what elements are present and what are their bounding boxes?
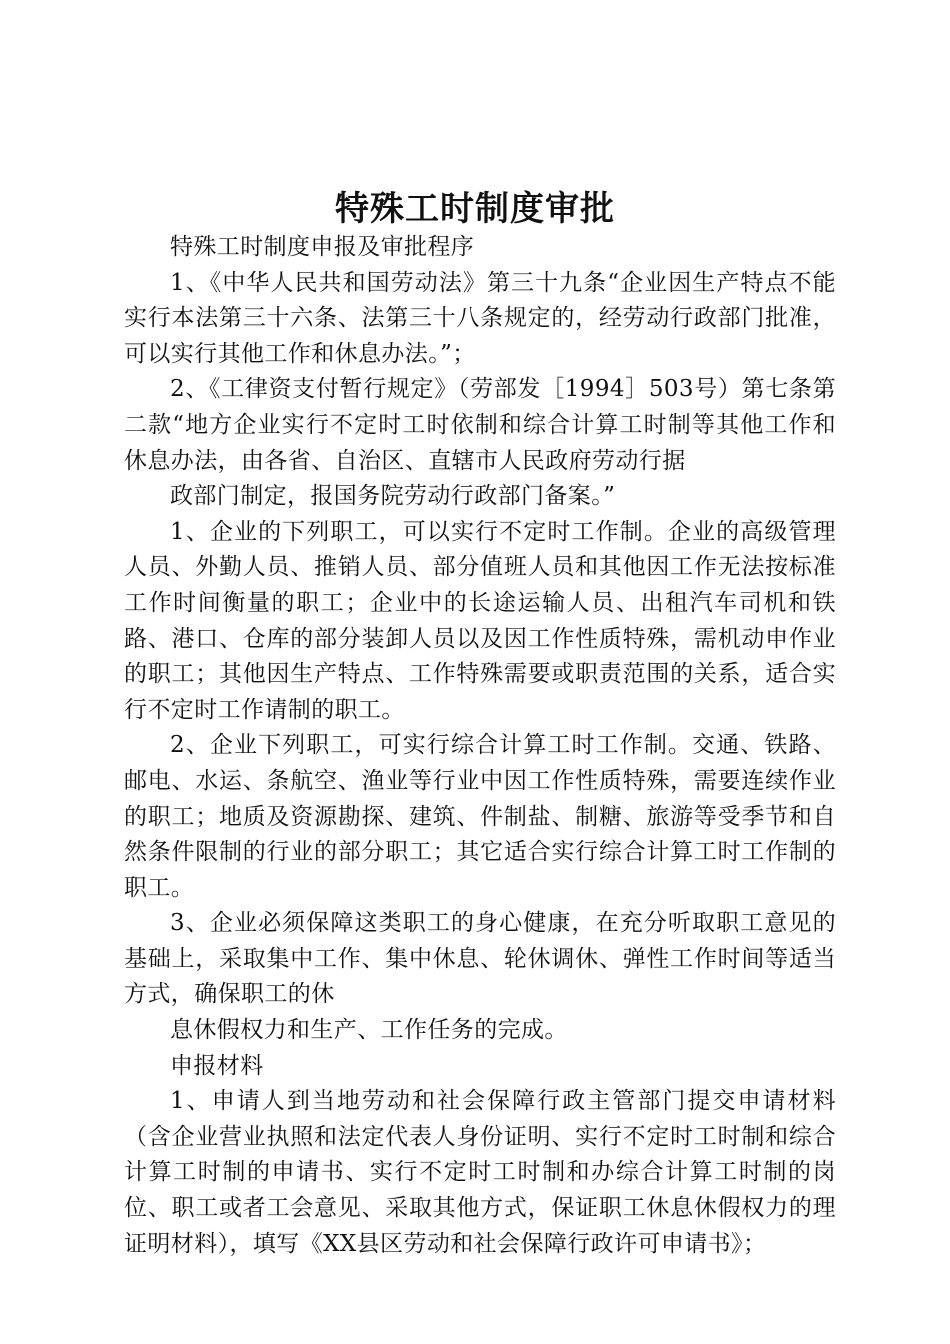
paragraph-irregular-hours: 1、企业的下列职工，可以实行不定时工作制。企业的高级管理人员、外勤人员、推销人员、部分值班人员和其他因工作无法按标准工作时间衡量的职工；企业中的长途运输人员、出租汽车司机和铁路、港口、仓库的部分装卸人员以及因工作性质特殊，需机动申作业的职工；其他因生产特点、工作特殊需要或职责范围的关系，适合实行不定时工作请制的职工。 [124, 518, 836, 723]
paragraph-wage-regulation: 2、《工律资支付暂行规定》（劳部发［1994］503号）第七条第二款“地方企业实行不定时工时依制和综合计算工时制等其他工作和休息办法，由各省、自治区、直辖市人民政府劳动行据 [124, 376, 836, 474]
paragraph-heading-procedure: 特殊工时制度申报及审批程序 [170, 234, 475, 260]
paragraph-health-protection-cont: 息休假权力和生产、工作任务的完成。 [170, 1017, 568, 1044]
paragraph-comprehensive-hours: 2、企业下列职工，可实行综合计算工时工作制。交通、铁路、邮电、水运、条航空、渔业等行业中因工作性质特殊，需要连续作业的职工；地质及资源勘探、建筑、件制盐、制糖、旅游等受季节和自然条件限制的行业的部分职工；其它适合实行综合计算工时工作制的职工。 [124, 732, 836, 901]
document-title: 特殊工时制度审批 [335, 189, 615, 229]
paragraph-health-protection: 3、企业必须保障这类职工的身心健康，在充分听取职工意见的基础上，采取集中工作、集中休息、轮休调休、弹性工作时间等适当方式，确保职工的休 [124, 910, 836, 1008]
document-body [124, 230, 836, 1262]
paragraph-wage-regulation-cont: 政部门制定，报国务院劳动行政部门备案。” [170, 483, 616, 510]
paragraph-labor-law: 1、《中华人民共和国劳动法》第三十九条“企业因生产特点不能实行本法第三十六条、法第三十八条规定的，经劳动行政部门批准，可以实行其他工作和休息办法。”； [124, 269, 836, 367]
paragraph-application-materials: 1、申请人到当地劳动和社会保障行政主管部门提交申请材料（含企业营业执照和法定代表人身份证明、实行不定时工时制和综合计算工时制的申请书、实行不定时工时制和办综合计算工时制的岗位、职工或者工会意见、采取其他方式，保证职工休息休假权力的理证明材料），填写《XX县区劳动和社会保障行政许可申请书》； [124, 1088, 836, 1257]
paragraph-heading-materials: 申报材料 [170, 1052, 264, 1079]
